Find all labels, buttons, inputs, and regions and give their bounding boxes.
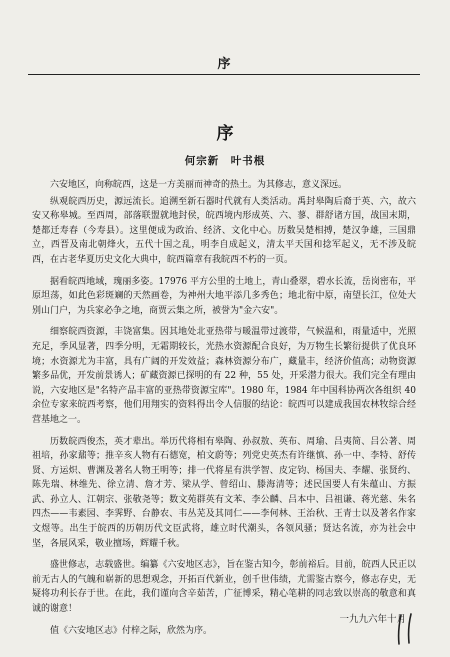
paragraph: 细察皖西资源，丰饶富集。因其地处北亚热带与暖温带过渡带，气候温和，雨量适中，光照充足，季风显著，四季分明，无霜期较长，光热水资源配合良好，为万物生长繁衍提供了优良环境；水资源尤为丰富，具有广阔的开发效益；森林资源分布广，藏量丰，经济价值高；动物资源繁多品优，开发前景诱人；矿藏资源已探明的有 22 种，55 处，开采潜力很大。我们完全有理由说，六安地区是"名特产品丰富的亚热带资源宝库"。1980 年，1984 年中国科协两次各组织 40 余位专家来皖西考察，他们用翔实的资料得出令人信服的结论：皖西可以建成我国农林牧综合经营基地之一。 — [32, 327, 416, 425]
handwritten-mark — [395, 612, 419, 646]
preface-body — [32, 178, 416, 645]
paragraph: 历数皖西俊杰，英才辈出。举历代将相有皋陶、孙叔敖、英布、周瑜、吕夷简、吕公著、周祖培，孙家鼐等；推辛亥人物有石德宽，柏文蔚等；列党史英杰有许继慎、孙一中、李特、舒传贤、方运炽、曹渊及著名人物王明等；排一代将星有洪学智、皮定钧、杨国夫、李耀、张贤约、陈先瑞、林维先、徐立清、詹才芳、梁从学、曾绍山、滕海清等；述民国要人有朱蕴山、方振武、孙立人、江朝宗、张敬尧等；数文苑群英有文苯、李公麟、吕本中、吕祖谦、蒋光慈、朱名四杰——韦素园、李霁野、台静农、韦丛芜及其同仁——李何林、王治秋、王青士以及著名作家文煜等。出生于皖西的历朝历代文臣武将，雄立时代潮头，各领风骚；贤达名流，亦为社会中坚，各展风采，敬业擅场，辉耀千秋。 — [32, 436, 416, 549]
authors-line: 何宗新 叶书根 — [184, 155, 266, 167]
paragraph: 值《六安地区志》付梓之际，欣然为序。 — [50, 625, 213, 636]
paragraph: 盛世修志，志载盛世。编纂《六安地区志》，旨在鉴古知今，彰前裕后。目前，皖西人民正以前无古人的气魄和崭新的思想观念，开拓百代新业，创千世伟绩，尤需鉴古察今，修志存史，无疑将功利长存于世。在此，我们谨向含辛茹苦，广征博采，精心笔耕的同志致以崇高的敬意和真诚的谢意！ — [32, 560, 416, 615]
preface-title: 序 — [216, 124, 234, 144]
paragraph: 纵观皖西历史，源远流长。追溯至新石器时代就有人类活动。禹封皋陶后裔于英、六，故六安又称皋城。至西周，部落联盟就地封侯，皖西境内形成英、六、蓼、群舒诸方国，战国末期，楚都迁寿春（今寿县）。这里便成为政治、经济、文化中心。历数吴楚相搏，楚汉争雄，三国鼎立，西晋及南北朝烽火，五代十国之乱，明李自成起义，清太平天国和捻军起义，无不涉及皖西，在古老华夏历史文化大典中，皖西篇章有我皖西不朽的一页。 — [32, 196, 416, 265]
header-rule — [28, 74, 420, 75]
date-line: 一九九六年十月 — [339, 614, 406, 625]
paragraph: 六安地区，向称皖西，这是一方美丽而神奇的热土。为其修志，意义深远。 — [50, 180, 348, 190]
running-head: 序 — [217, 57, 233, 72]
paragraph: 据看皖西地域，瑰丽多姿。17976 平方公里的土地上，青山叠翠，碧水长流，岳岗密布，平原坦荡，如此色彩斑斓的天然画卷，为神州大地平添几多秀色；地北衔中原，南望长江，位处大别山门户，为兵家必争之地，商贾云集之所，被誉为"金六安"。 — [32, 276, 416, 316]
